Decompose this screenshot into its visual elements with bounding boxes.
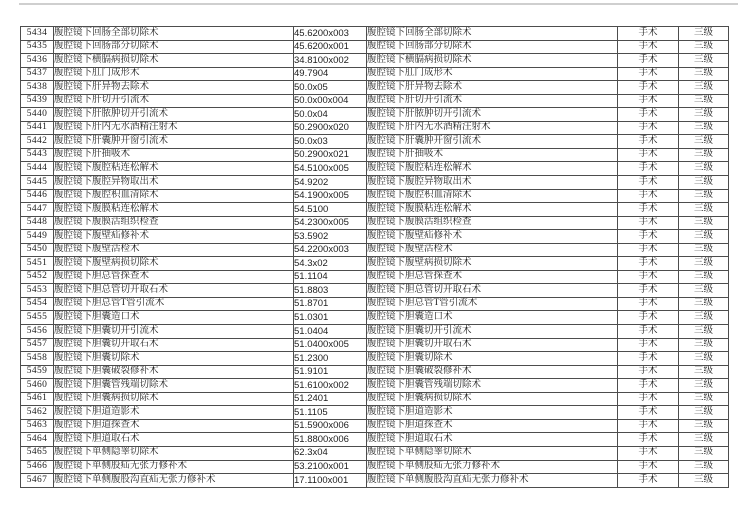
- procedure-code-cell: 51.0400x005: [294, 338, 367, 352]
- level-cell: 三级: [679, 419, 729, 433]
- procedure-name-repeat-cell: 腹腔镜下胆总管切开取石术: [367, 284, 618, 298]
- procedure-name-cell: 腹腔镜下胆囊破裂修补术: [54, 365, 294, 379]
- category-cell: 手术: [618, 81, 679, 95]
- category-cell: 手术: [618, 121, 679, 135]
- level-cell: 三级: [679, 216, 729, 230]
- procedure-code-cell: 51.0301: [294, 311, 367, 325]
- row-number-cell: 5464: [21, 433, 54, 447]
- procedure-name-cell: 腹腔镜下腹壁活检术: [54, 243, 294, 257]
- procedure-name-cell: 腹腔镜下胆总管切开取石术: [54, 284, 294, 298]
- category-cell: 手术: [618, 433, 679, 447]
- procedure-code-cell: 50.0x04: [294, 108, 367, 122]
- table-row: [21, 148, 729, 162]
- procedure-code-cell: 54.3x02: [294, 257, 367, 271]
- table-row: [21, 270, 729, 284]
- row-number-cell: 5466: [21, 460, 54, 474]
- level-cell: 三级: [679, 338, 729, 352]
- row-number-cell: 5442: [21, 135, 54, 149]
- row-number-cell: 5462: [21, 406, 54, 420]
- table-row: [21, 121, 729, 135]
- category-cell: 手术: [618, 40, 679, 54]
- category-cell: 手术: [618, 94, 679, 108]
- table-row: [21, 284, 729, 298]
- procedure-name-cell: 腹腔镜下胆囊切开取石术: [54, 338, 294, 352]
- procedure-name-repeat-cell: 腹腔镜下胆囊管残端切除术: [367, 379, 618, 393]
- table-row: [21, 257, 729, 271]
- procedure-code-cell: 51.8800x006: [294, 433, 367, 447]
- procedure-name-repeat-cell: 腹腔镜下回肠全部切除术: [367, 27, 618, 41]
- row-number-cell: 5437: [21, 67, 54, 81]
- category-cell: 手术: [618, 365, 679, 379]
- procedure-name-cell: 腹腔镜下胆囊管残端切除术: [54, 379, 294, 393]
- table-row: [21, 446, 729, 460]
- table-row: [21, 352, 729, 366]
- category-cell: 手术: [618, 54, 679, 68]
- procedure-name-cell: 腹腔镜下腹膜活组织检查: [54, 216, 294, 230]
- row-number-cell: 5454: [21, 297, 54, 311]
- procedure-name-cell: 腹腔镜下肛门成形术: [54, 67, 294, 81]
- procedure-name-repeat-cell: 腹腔镜下腹腔异物取出术: [367, 176, 618, 190]
- level-cell: 三级: [679, 446, 729, 460]
- procedure-name-cell: 腹腔镜下回肠全部切除术: [54, 27, 294, 41]
- procedure-name-repeat-cell: 腹腔镜下胆囊破裂修补术: [367, 365, 618, 379]
- table-row: [21, 392, 729, 406]
- procedure-name-cell: 腹腔镜下回肠部分切除术: [54, 40, 294, 54]
- procedure-name-cell: 腹腔镜下胆囊切开引流术: [54, 325, 294, 339]
- procedure-name-cell: 腹腔镜下腹壁病损切除术: [54, 257, 294, 271]
- table-row: [21, 297, 729, 311]
- table-row: [21, 325, 729, 339]
- procedure-name-cell: 腹腔镜下肝脓肿切开引流术: [54, 108, 294, 122]
- table-row: [21, 162, 729, 176]
- category-cell: 手术: [618, 446, 679, 460]
- procedure-table: [20, 26, 729, 488]
- table-row: [21, 94, 729, 108]
- procedure-name-cell: 腹腔镜下腹腔异物取出术: [54, 176, 294, 190]
- procedure-name-repeat-cell: 腹腔镜下肝切开引流术: [367, 94, 618, 108]
- table-row: [21, 460, 729, 474]
- procedure-name-cell: 腹腔镜下胆道探查术: [54, 419, 294, 433]
- row-number-cell: 5451: [21, 257, 54, 271]
- table-row: [21, 108, 729, 122]
- procedure-name-cell: 腹腔镜下胆道造影术: [54, 406, 294, 420]
- table-row: [21, 433, 729, 447]
- procedure-name-repeat-cell: 腹腔镜下腹壁病损切除术: [367, 257, 618, 271]
- table-row: [21, 379, 729, 393]
- level-cell: 三级: [679, 433, 729, 447]
- row-number-cell: 5467: [21, 474, 54, 488]
- procedure-code-cell: 51.8803: [294, 284, 367, 298]
- procedure-code-cell: 51.9101: [294, 365, 367, 379]
- category-cell: 手术: [618, 270, 679, 284]
- procedure-code-cell: 51.2401: [294, 392, 367, 406]
- table-row: [21, 135, 729, 149]
- procedure-code-cell: 54.5100: [294, 203, 367, 217]
- procedure-code-cell: 54.5100x005: [294, 162, 367, 176]
- row-number-cell: 5441: [21, 121, 54, 135]
- table-row: [21, 216, 729, 230]
- procedure-name-cell: 腹腔镜下胆总管探查术: [54, 270, 294, 284]
- row-number-cell: 5456: [21, 325, 54, 339]
- category-cell: 手术: [618, 243, 679, 257]
- procedure-name-repeat-cell: 腹腔镜下腹壁疝修补术: [367, 230, 618, 244]
- level-cell: 三级: [679, 352, 729, 366]
- row-number-cell: 5458: [21, 352, 54, 366]
- procedure-code-cell: 49.7904: [294, 67, 367, 81]
- procedure-name-cell: 腹腔镜下肝切开引流术: [54, 94, 294, 108]
- table-row: [21, 189, 729, 203]
- table-row: [21, 311, 729, 325]
- level-cell: 三级: [679, 176, 729, 190]
- level-cell: 三级: [679, 108, 729, 122]
- level-cell: 三级: [679, 297, 729, 311]
- category-cell: 手术: [618, 162, 679, 176]
- row-number-cell: 5465: [21, 446, 54, 460]
- procedure-name-cell: 腹腔镜下横膈病损切除术: [54, 54, 294, 68]
- level-cell: 三级: [679, 379, 729, 393]
- category-cell: 手术: [618, 284, 679, 298]
- category-cell: 手术: [618, 189, 679, 203]
- procedure-code-cell: 45.6200x001: [294, 40, 367, 54]
- procedure-name-cell: 腹腔镜下肝抽吸术: [54, 148, 294, 162]
- procedure-name-cell: 腹腔镜下肝囊肿开窗引流术: [54, 135, 294, 149]
- level-cell: 三级: [679, 243, 729, 257]
- procedure-code-cell: 50.0x05: [294, 81, 367, 95]
- category-cell: 手术: [618, 406, 679, 420]
- category-cell: 手术: [618, 108, 679, 122]
- procedure-name-repeat-cell: 腹腔镜下单侧腹股沟直疝无张力修补术: [367, 474, 618, 488]
- table-row: [21, 54, 729, 68]
- row-number-cell: 5438: [21, 81, 54, 95]
- procedure-name-repeat-cell: 腹腔镜下胆总管探查术: [367, 270, 618, 284]
- procedure-name-cell: 腹腔镜下肝内无水酒精注射术: [54, 121, 294, 135]
- category-cell: 手术: [618, 27, 679, 41]
- category-cell: 手术: [618, 257, 679, 271]
- row-number-cell: 5448: [21, 216, 54, 230]
- procedure-name-repeat-cell: 腹腔镜下胆囊切除术: [367, 352, 618, 366]
- procedure-code-cell: 50.2900x020: [294, 121, 367, 135]
- procedure-code-cell: 51.1104: [294, 270, 367, 284]
- procedure-name-cell: 腹腔镜下腹壁疝修补术: [54, 230, 294, 244]
- procedure-name-repeat-cell: 腹腔镜下腹膜粘连松解术: [367, 203, 618, 217]
- procedure-code-cell: 54.9202: [294, 176, 367, 190]
- procedure-code-cell: 51.2300: [294, 352, 367, 366]
- procedure-name-repeat-cell: 腹腔镜下胆囊造口术: [367, 311, 618, 325]
- procedure-table-container: [20, 26, 729, 488]
- procedure-name-cell: 腹腔镜下胆囊切除术: [54, 352, 294, 366]
- table-row: [21, 419, 729, 433]
- procedure-code-cell: 50.0x00x004: [294, 94, 367, 108]
- level-cell: 三级: [679, 81, 729, 95]
- category-cell: 手术: [618, 297, 679, 311]
- procedure-name-repeat-cell: 腹腔镜下肛门成形术: [367, 67, 618, 81]
- level-cell: 三级: [679, 162, 729, 176]
- procedure-name-cell: 腹腔镜下单侧股疝无张力修补术: [54, 460, 294, 474]
- level-cell: 三级: [679, 27, 729, 41]
- procedure-name-repeat-cell: 腹腔镜下腹壁活检术: [367, 243, 618, 257]
- procedure-name-cell: 腹腔镜下胆道取石术: [54, 433, 294, 447]
- row-number-cell: 5445: [21, 176, 54, 190]
- row-number-cell: 5443: [21, 148, 54, 162]
- level-cell: 三级: [679, 284, 729, 298]
- level-cell: 三级: [679, 325, 729, 339]
- table-row: [21, 338, 729, 352]
- row-number-cell: 5449: [21, 230, 54, 244]
- level-cell: 三级: [679, 94, 729, 108]
- procedure-code-cell: 51.5900x006: [294, 419, 367, 433]
- procedure-name-cell: 腹腔镜下腹膜粘连松解术: [54, 203, 294, 217]
- table-row: [21, 203, 729, 217]
- category-cell: 手术: [618, 474, 679, 488]
- page-top-rule: [19, 3, 738, 5]
- table-row: [21, 230, 729, 244]
- row-number-cell: 5463: [21, 419, 54, 433]
- category-cell: 手术: [618, 311, 679, 325]
- level-cell: 三级: [679, 474, 729, 488]
- procedure-name-repeat-cell: 腹腔镜下回肠部分切除术: [367, 40, 618, 54]
- row-number-cell: 5450: [21, 243, 54, 257]
- table-row: [21, 406, 729, 420]
- category-cell: 手术: [618, 135, 679, 149]
- row-number-cell: 5440: [21, 108, 54, 122]
- level-cell: 三级: [679, 365, 729, 379]
- procedure-name-repeat-cell: 腹腔镜下肝脓肿切开引流术: [367, 108, 618, 122]
- category-cell: 手术: [618, 67, 679, 81]
- table-row: [21, 27, 729, 41]
- category-cell: 手术: [618, 230, 679, 244]
- procedure-name-repeat-cell: 腹腔镜下单侧股疝无张力修补术: [367, 460, 618, 474]
- procedure-name-cell: 腹腔镜下腹腔粘连松解术: [54, 162, 294, 176]
- procedure-name-cell: 腹腔镜下腹腔积血清除术: [54, 189, 294, 203]
- level-cell: 三级: [679, 135, 729, 149]
- procedure-name-repeat-cell: 腹腔镜下胆道造影术: [367, 406, 618, 420]
- procedure-name-repeat-cell: 腹腔镜下胆总管T管引流术: [367, 297, 618, 311]
- category-cell: 手术: [618, 379, 679, 393]
- category-cell: 手术: [618, 338, 679, 352]
- procedure-name-cell: 腹腔镜下单侧腹股沟直疝无张力修补术: [54, 474, 294, 488]
- row-number-cell: 5455: [21, 311, 54, 325]
- procedure-code-cell: 53.2100x001: [294, 460, 367, 474]
- level-cell: 三级: [679, 40, 729, 54]
- level-cell: 三级: [679, 270, 729, 284]
- procedure-code-cell: 51.6100x002: [294, 379, 367, 393]
- procedure-name-cell: 腹腔镜下单侧隐睾切除术: [54, 446, 294, 460]
- procedure-code-cell: 50.0x03: [294, 135, 367, 149]
- table-row: [21, 243, 729, 257]
- procedure-name-repeat-cell: 腹腔镜下胆道取石术: [367, 433, 618, 447]
- procedure-code-cell: 51.1105: [294, 406, 367, 420]
- category-cell: 手术: [618, 203, 679, 217]
- table-row: [21, 40, 729, 54]
- row-number-cell: 5460: [21, 379, 54, 393]
- level-cell: 三级: [679, 121, 729, 135]
- row-number-cell: 5457: [21, 338, 54, 352]
- row-number-cell: 5446: [21, 189, 54, 203]
- category-cell: 手术: [618, 392, 679, 406]
- procedure-name-repeat-cell: 腹腔镜下腹腔粘连松解术: [367, 162, 618, 176]
- table-row: [21, 67, 729, 81]
- procedure-name-repeat-cell: 腹腔镜下肝囊肿开窗引流术: [367, 135, 618, 149]
- row-number-cell: 5444: [21, 162, 54, 176]
- procedure-code-cell: 51.8701: [294, 297, 367, 311]
- row-number-cell: 5434: [21, 27, 54, 41]
- level-cell: 三级: [679, 392, 729, 406]
- row-number-cell: 5453: [21, 284, 54, 298]
- procedure-code-cell: 54.2300x005: [294, 216, 367, 230]
- category-cell: 手术: [618, 216, 679, 230]
- level-cell: 三级: [679, 406, 729, 420]
- table-row: [21, 81, 729, 95]
- level-cell: 三级: [679, 148, 729, 162]
- level-cell: 三级: [679, 54, 729, 68]
- table-row: [21, 365, 729, 379]
- procedure-code-cell: 50.2900x021: [294, 148, 367, 162]
- procedure-name-repeat-cell: 腹腔镜下腹膜活组织检查: [367, 216, 618, 230]
- row-number-cell: 5452: [21, 270, 54, 284]
- procedure-name-cell: 腹腔镜下胆囊造口术: [54, 311, 294, 325]
- procedure-code-cell: 62.3x04: [294, 446, 367, 460]
- row-number-cell: 5439: [21, 94, 54, 108]
- procedure-code-cell: 45.6200x003: [294, 27, 367, 41]
- level-cell: 三级: [679, 257, 729, 271]
- procedure-code-cell: 54.2200x003: [294, 243, 367, 257]
- procedure-code-cell: 34.8100x002: [294, 54, 367, 68]
- level-cell: 三级: [679, 311, 729, 325]
- procedure-name-repeat-cell: 腹腔镜下肝内无水酒精注射术: [367, 121, 618, 135]
- procedure-name-repeat-cell: 腹腔镜下腹腔积血清除术: [367, 189, 618, 203]
- procedure-code-cell: 54.1900x005: [294, 189, 367, 203]
- procedure-name-cell: 腹腔镜下胆囊病损切除术: [54, 392, 294, 406]
- procedure-name-cell: 腹腔镜下胆总管T管引流术: [54, 297, 294, 311]
- category-cell: 手术: [618, 352, 679, 366]
- category-cell: 手术: [618, 325, 679, 339]
- table-row: [21, 474, 729, 488]
- category-cell: 手术: [618, 419, 679, 433]
- procedure-code-cell: 17.1100x001: [294, 474, 367, 488]
- category-cell: 手术: [618, 148, 679, 162]
- procedure-table-body: [21, 27, 729, 488]
- procedure-name-repeat-cell: 腹腔镜下单侧隐睾切除术: [367, 446, 618, 460]
- level-cell: 三级: [679, 67, 729, 81]
- procedure-code-cell: 51.0404: [294, 325, 367, 339]
- table-row: [21, 176, 729, 190]
- level-cell: 三级: [679, 230, 729, 244]
- procedure-name-repeat-cell: 腹腔镜下肝抽吸术: [367, 148, 618, 162]
- level-cell: 三级: [679, 460, 729, 474]
- level-cell: 三级: [679, 189, 729, 203]
- procedure-name-cell: 腹腔镜下肝异物去除术: [54, 81, 294, 95]
- procedure-code-cell: 53.5902: [294, 230, 367, 244]
- row-number-cell: 5461: [21, 392, 54, 406]
- row-number-cell: 5436: [21, 54, 54, 68]
- procedure-name-repeat-cell: 腹腔镜下肝异物去除术: [367, 81, 618, 95]
- row-number-cell: 5435: [21, 40, 54, 54]
- procedure-name-repeat-cell: 腹腔镜下胆囊切开引流术: [367, 325, 618, 339]
- level-cell: 三级: [679, 203, 729, 217]
- category-cell: 手术: [618, 460, 679, 474]
- procedure-name-repeat-cell: 腹腔镜下胆囊切开取石术: [367, 338, 618, 352]
- row-number-cell: 5459: [21, 365, 54, 379]
- category-cell: 手术: [618, 176, 679, 190]
- procedure-name-repeat-cell: 腹腔镜下胆道探查术: [367, 419, 618, 433]
- row-number-cell: 5447: [21, 203, 54, 217]
- procedure-name-repeat-cell: 腹腔镜下横膈病损切除术: [367, 54, 618, 68]
- procedure-name-repeat-cell: 腹腔镜下胆囊病损切除术: [367, 392, 618, 406]
